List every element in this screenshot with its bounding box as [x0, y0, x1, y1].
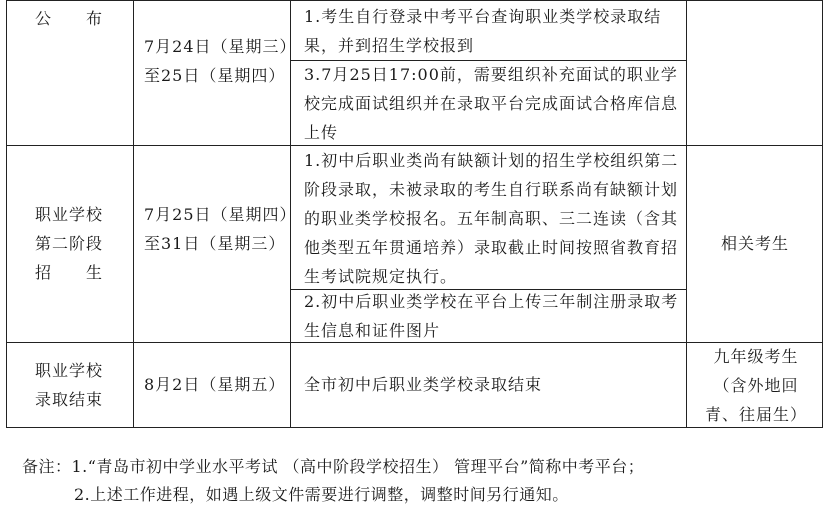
who-cell: 九年级考生（含外地回青、往届生）: [704, 347, 807, 424]
table-rule: [686, 0, 687, 428]
stage-cell-second-round: 职业学校第二阶段招 生: [34, 205, 103, 282]
time-cell-second-round: 7月25日（星期四）至31日（星期三）: [144, 205, 289, 253]
table-rule: [6, 0, 823, 1]
table-rule: [133, 0, 134, 428]
stage-cell-admission-end: 职业学校录取结束: [34, 361, 103, 409]
table-rule: [822, 0, 823, 428]
note-line-1: 备注：1.“青岛市初中学业水平考试 （高中阶段学校招生） 管理平台”简称中考平台；: [22, 457, 645, 476]
task-cell: 1.考生自行登录中考平台查询职业类学校录取结果，并到招生学校报到: [304, 7, 662, 55]
time-cell-admission-end: 8月2日（星期五）: [144, 375, 286, 394]
note-line-2: 2.上述工作进程，如遇上级文件需要进行调整，调整时间另行通知。: [74, 485, 569, 504]
table-rule: [290, 0, 291, 428]
stage-cell-publish: 公 布: [34, 9, 103, 28]
who-cell: 相关考生: [720, 234, 789, 253]
task-cell: 2.初中后职业类学校在平台上传三年制注册录取考生信息和证件图片: [304, 292, 679, 340]
task-cell: 3.7月25日17:00前，需要组织补充面试的职业学校完成面试组织并在录取平台完成面试合格库信息上传: [304, 65, 679, 142]
time-cell-publish: 7月24日（星期三）至25日（星期四）: [144, 37, 289, 85]
task-cell: 1.初中后职业类尚有缺额计划的招生学校组织第二阶段录取，未被录取的考生自行联系尚有缺额计划的职业类学校报名。五年制高职、三二连读（含其他类型五年贯通培养）录取截止时间按照省教育招生考试院规定执行。: [304, 151, 679, 286]
table-rule: [6, 0, 7, 428]
task-cell: 全市初中后职业类学校录取结束: [304, 375, 543, 394]
